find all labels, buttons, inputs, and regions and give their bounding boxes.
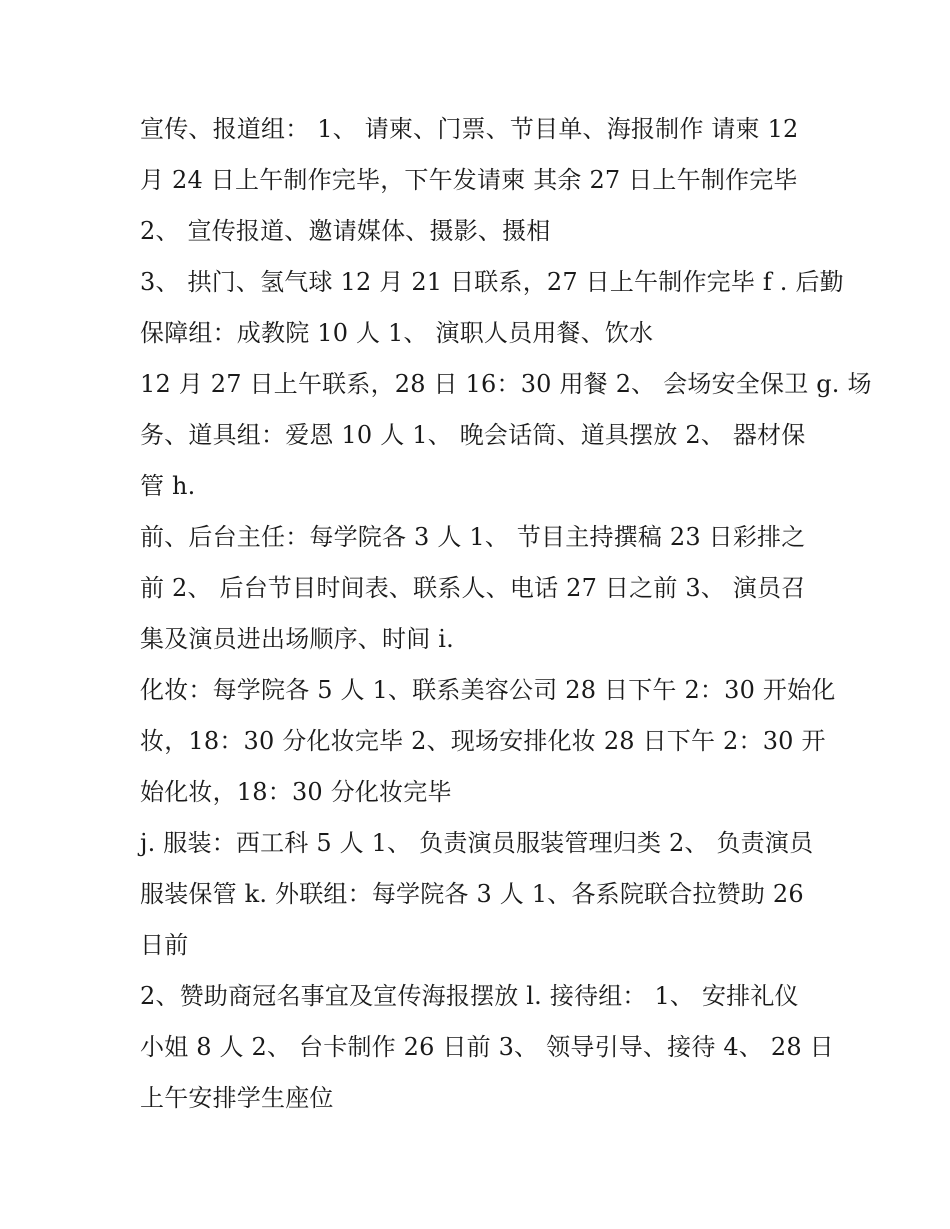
text-line: 上午安排学生座位: [140, 1084, 334, 1112]
text-line: 前 2、 后台节目时间表、联系人、电话 27 日之前 3、 演员召: [140, 574, 806, 602]
text-line: 2、赞助商冠名事宜及宣传海报摆放 l. 接待组： 1、 安排礼仪: [140, 982, 799, 1010]
text-line: 保障组：成教院 10 人 1、 演职人员用餐、饮水: [140, 319, 654, 347]
text-line: 管 h.: [140, 472, 196, 500]
document-body: [140, 104, 872, 1124]
text-line: j. 服装：西工科 5 人 1、 负责演员服装管理归类 2、 负责演员: [140, 829, 814, 857]
text-line: 月 24 日上午制作完毕，下午发请柬 其余 27 日上午制作完毕: [140, 166, 798, 194]
text-line: 化妆：每学院各 5 人 1、联系美容公司 28 日下午 2：30 开始化: [140, 676, 836, 704]
text-line: 2、 宣传报道、邀请媒体、摄影、摄相: [140, 217, 551, 245]
text-line: 集及演员进出场顺序、时间 i.: [140, 625, 454, 653]
text-line: 3、 拱门、氢气球 12 月 21 日联系，27 日上午制作完毕 f . 后勤: [140, 268, 844, 296]
text-line: 务、道具组：爱恩 10 人 1、 晚会话筒、道具摆放 2、 器材保: [140, 421, 806, 449]
text-line: 宣传、报道组： 1、 请柬、门票、节目单、海报制作 请柬 12: [140, 115, 799, 143]
text-line: 始化妆，18：30 分化妆完毕: [140, 778, 452, 806]
text-line: 日前: [140, 931, 189, 959]
text-line: 服装保管 k. 外联组：每学院各 3 人 1、各系院联合拉赞助 26: [140, 880, 804, 908]
text-line: 前、后台主任：每学院各 3 人 1、 节目主持撰稿 23 日彩排之: [140, 523, 806, 551]
text-line: 妆，18：30 分化妆完毕 2、现场安排化妆 28 日下午 2：30 开: [140, 727, 826, 755]
text-line: 12 月 27 日上午联系，28 日 16：30 用餐 2、 会场安全保卫 g. 场: [140, 370, 872, 398]
text-line: 小姐 8 人 2、 台卡制作 26 日前 3、 领导引导、接待 4、 28 日: [140, 1033, 834, 1061]
